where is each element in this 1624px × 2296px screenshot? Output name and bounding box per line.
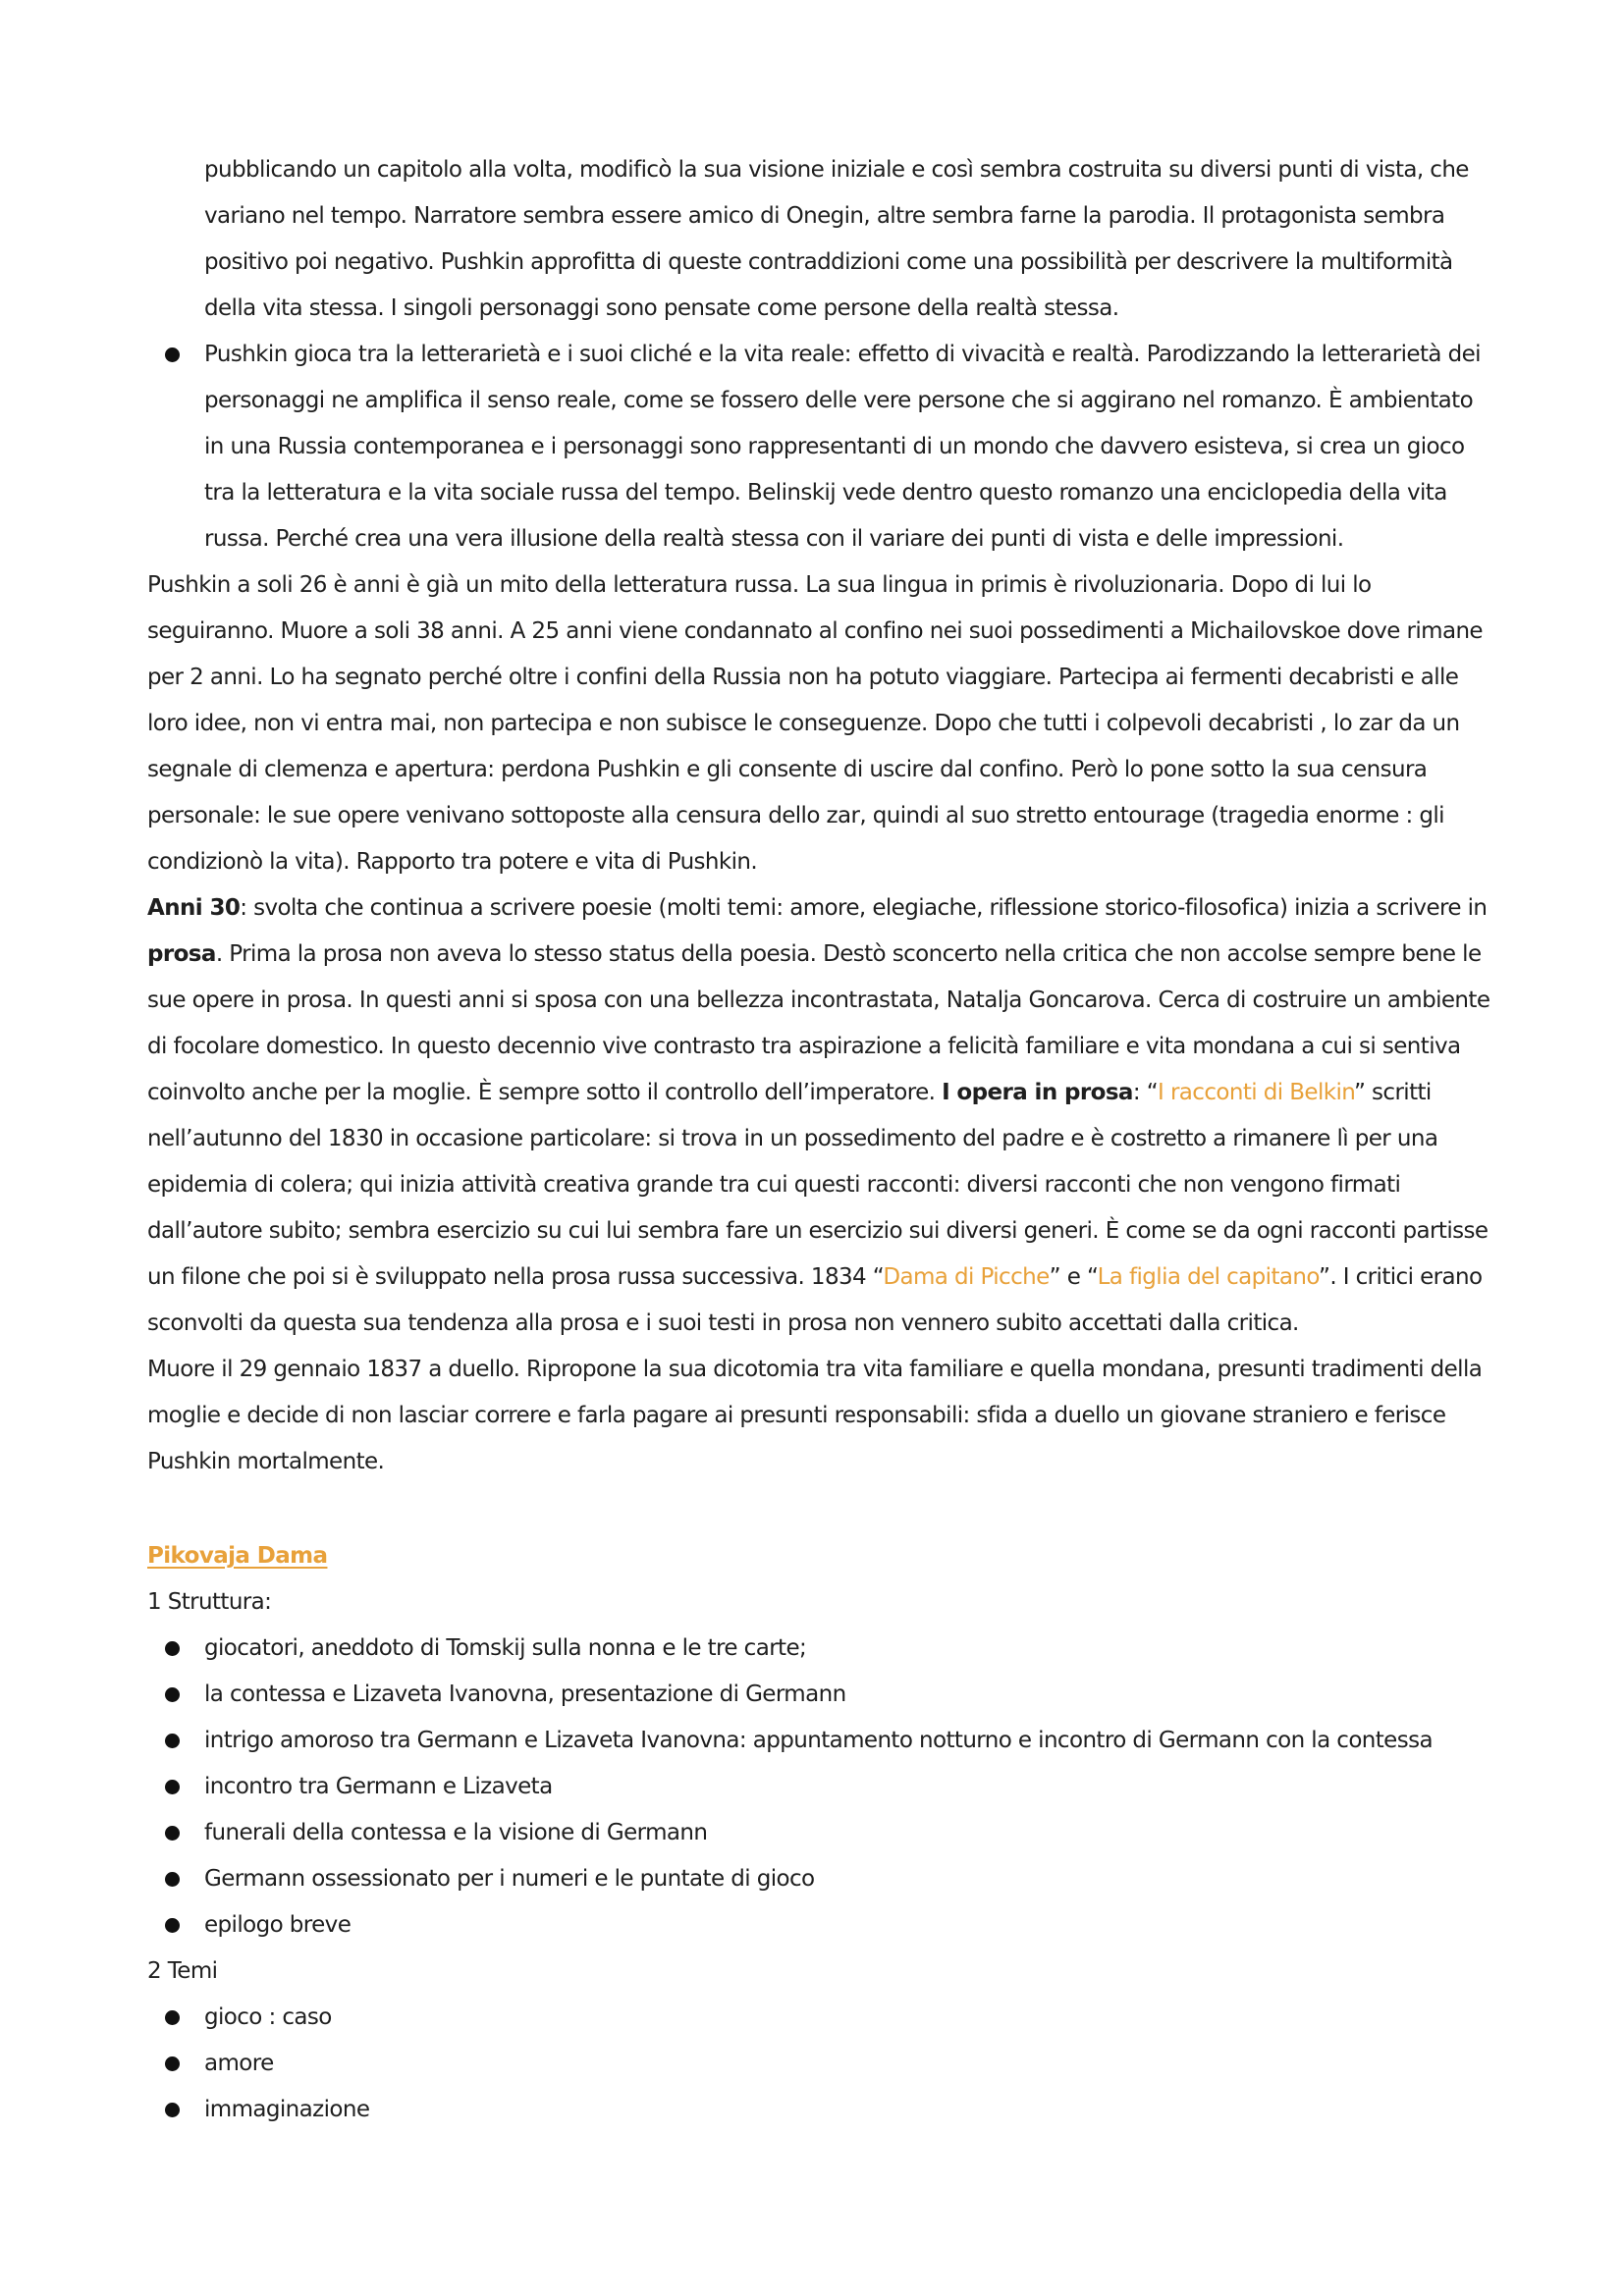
bullet-dot-icon <box>165 1826 180 1841</box>
bullet-dot-icon <box>165 2010 180 2025</box>
bullet-text: Pushkin gioca tra la letterarietà e i suoi cliché e la vita reale: effetto di vivacità e realtà. Parodizzando la letterarietà dei personaggi ne amplifica il senso reale, come se fossero delle vere persone che si aggirano nel romanzo. È ambientato in una Russia contemporanea e i personaggi sono rappresentanti di un mondo che davvero esisteva, si crea un gioco tra la letteratura e la vita sociale russa del tempo. Belinskij vede dentro questo romanzo una enciclopedia della vita russa. Perché crea una vera illusione della realtà stessa con il variare dei punti di vista e delle impressioni. <box>204 342 1481 552</box>
list-item <box>147 1672 1492 1718</box>
struttura-list <box>147 1626 1492 1949</box>
struttura-heading: 1 Struttura: <box>147 1589 272 1615</box>
list-item-text: epilogo breve <box>204 1912 352 1938</box>
anni-30-text-5: ” e “ <box>1049 1264 1098 1290</box>
anni-30-label: Anni 30 <box>147 895 241 921</box>
list-item <box>147 1902 1492 1949</box>
title-figlia-capitano: La figlia del capitano <box>1097 1264 1319 1290</box>
section-title-pikovaja-dama: Pikovaja Dama <box>147 1543 328 1569</box>
list-item <box>147 1626 1492 1672</box>
bullet-dot-icon <box>165 1918 180 1933</box>
title-dama-di-picche: Dama di Picche <box>883 1264 1050 1290</box>
list-item-text: immaginazione <box>204 2097 370 2122</box>
intro-continuation: pubblicando un capitolo alla volta, modificò la sua visione iniziale e così sembra costruita su diversi punti di vista, che variano nel tempo. Narratore sembra essere amico di Onegin, altre sembra farne la parodia. Il protagonista sembra positivo poi negativo. Pushkin approfitta di queste contraddizioni come una possibilità per descrivere la multiformità della vita stessa. I singoli personaggi sono pensate come persone della realtà stessa. <box>204 157 1469 321</box>
bullet-dot-icon <box>165 2056 180 2071</box>
list-item-text: amore <box>204 2051 274 2076</box>
list-item <box>147 2087 1492 2133</box>
bullet-dot-icon <box>165 2103 180 2117</box>
list-item <box>147 1856 1492 1902</box>
anni-30-text-2: . Prima la prosa non aveva lo stesso status della poesia. Destò sconcerto nella critica che non accolse sempre bene le sue opere in prosa. In questi anni si sposa con una bellezza incontrastata, Natalja Goncarova. Cerca di costruire un ambiente di focolare domestico. In questo decennio vive contrasto tra aspirazione a felicità familiare e vita mondana a cui si sentiva coinvolto anche per la moglie. È sempre sotto il controllo dell’imperatore. <box>147 941 1490 1105</box>
temi-heading: 2 Temi <box>147 1958 218 1984</box>
list-item <box>147 1995 1492 2041</box>
bullet-dot-icon <box>165 1641 180 1656</box>
paragraph-anni-30 <box>147 885 1492 1347</box>
list-item <box>147 1764 1492 1810</box>
document-page <box>147 147 1492 2133</box>
list-item-text: gioco : caso <box>204 2004 332 2030</box>
anni-30-text-3: : “ <box>1132 1080 1159 1105</box>
list-item-text: intrigo amoroso tra Germann e Lizaveta Ivanovna: appuntamento notturno e incontro di Germann con la contessa <box>204 1728 1433 1753</box>
paragraph-death: Muore il 29 gennaio 1837 a duello. Ripropone la sua dicotomia tra vita familiare e quella mondana, presunti tradimenti della moglie e decide di non lasciar correre e farla pagare ai presunti responsabili: sfida a duello un giovane straniero e ferisce Pushkin mortalmente. <box>147 1357 1483 1474</box>
bullet-dot-icon <box>165 1780 180 1794</box>
anni-30-text-6: ”. I critici erano sconvolti da questa sua tendenza alla prosa e i suoi testi in prosa non vennero subito accettati dalla critica. <box>147 1264 1483 1336</box>
prosa-keyword: prosa <box>147 941 216 967</box>
list-item <box>147 2041 1492 2087</box>
bullet-dot-icon <box>165 1872 180 1887</box>
bullet-dot-icon <box>165 1734 180 1748</box>
paragraph-myth: Pushkin a soli 26 è anni è già un mito della letteratura russa. La sua lingua in primis è rivoluzionaria. Dopo di lui lo seguiranno. Muore a soli 38 anni. A 25 anni viene condannato al confino nei suoi possedimenti a Michailovskoe dove rimane per 2 anni. Lo ha segnato perché oltre i confini della Russia non ha potuto viaggiare. Partecipa ai fermenti decabristi e alle loro idee, non vi entra mai, non partecipa e non subisce le conseguenze. Dopo che tutti i colpevoli decabristi , lo zar da un segnale di clemenza e apertura: perdona Pushkin e gli consente di uscire dal confino. Però lo pone sotto la sua censura personale: le sue opere venivano sottoposte alla censura dello zar, quindi al suo stretto entourage (tragedia enorme : gli condizionò la vita). Rapporto tra potere e vita di Pushkin. <box>147 572 1483 875</box>
list-item-text: giocatori, aneddoto di Tomskij sulla nonna e le tre carte; <box>204 1635 807 1661</box>
list-item <box>147 1718 1492 1764</box>
title-racconti-belkin: I racconti di Belkin <box>1158 1080 1354 1105</box>
anni-30-text-1: : svolta che continua a scrivere poesie (molti temi: amore, elegiache, riflessione storico-filosofica) inizia a scrivere in <box>240 895 1488 921</box>
bullet-dot-icon <box>165 1687 180 1702</box>
bullet-item-realism <box>147 332 1492 562</box>
list-item <box>147 1810 1492 1856</box>
first-prose-label: I opera in prosa <box>942 1080 1133 1105</box>
list-item-text: Germann ossessionato per i numeri e le puntate di gioco <box>204 1866 815 1892</box>
list-item-text: incontro tra Germann e Lizaveta <box>204 1774 553 1799</box>
bullet-dot-icon <box>165 347 180 362</box>
list-item-text: funerali della contessa e la visione di Germann <box>204 1820 708 1845</box>
list-item-text: la contessa e Lizaveta Ivanovna, presentazione di Germann <box>204 1682 846 1707</box>
anni-30-text-4: ” scritti nell’autunno del 1830 in occasione particolare: si trova in un possedimento del padre e è costretto a rimanere lì per una epidemia di colera; qui inizia attività creativa grande tra cui questi racconti: diversi racconti che non vengono firmati dall’autore subito; sembra esercizio su cui lui sembra fare un esercizio sui diversi generi. È come se da ogni racconti partisse un filone che poi si è sviluppato nella prosa russa successiva. 1834 “ <box>147 1080 1489 1290</box>
temi-list <box>147 1995 1492 2133</box>
